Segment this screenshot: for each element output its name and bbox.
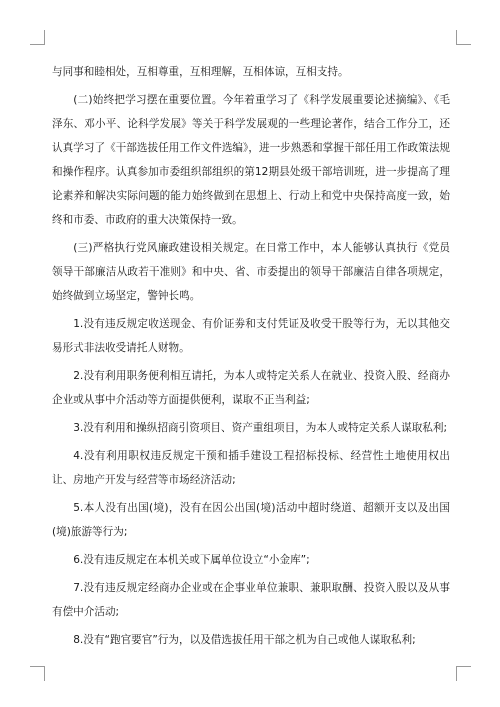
paragraph-section-3: (三)严格执行党风廉政建设相关规定。在日常工作中，本人能够认真执行《党员领导干部廉洁从政若干准则》和中央、省、市委提出的领导干部廉洁自律各项规定，始终做到立场坚定，警钟长鸣。 (52, 242, 450, 302)
crop-mark-top-left (30, 30, 45, 45)
paragraph-item-8: 8.没有“跑官要官”行为，以及借选拔任用干部之机为自己或他人谋取私利; (73, 634, 416, 646)
paragraph-section-2: (二)始终把学习摆在重要位置。今年着重学习了《科学发展重要论述摘编》、《毛泽东、邓小平、论科学发展》等关于科学发展观的一些理论著作，结合工作分工，还认真学习了《干部选拔任用工作文件选编》，进一步熟悉和掌握干部任用工作政策法规和操作程序。认真参加市委组织部组织的第12期县处级干部培训班，进一步提高了理论素养和解决实际问题的能力始终做到在思想上、行动上和党中央保持高度一致，始终和市委、市政府的重大决策保持一致。 (52, 94, 450, 226)
paragraph-item-1: 1.没有违反规定收送现金、有价证劵和支付凭证及收受干股等行为，无以其他交易形式非法收受请托人财物。 (52, 318, 450, 354)
paragraph-item-4: 4.没有利用职权违反规定干预和插手建设工程招标投标、经营性土地使用权出让、房地产开发与经营等市场经济活动; (52, 450, 450, 486)
paragraph-item-3: 3.没有利用和操纵招商引资项目、资产重组项目，为本人或特定关系人谋取私利; (73, 422, 448, 434)
crop-mark-bottom-left (30, 666, 45, 681)
crop-mark-top-right (456, 30, 471, 45)
paragraph-item-5: 5.本人没有出国(境)，没有在因公出国(境)活动中超时绕道、超额开支以及出国(境)旅游等行为; (52, 502, 450, 538)
paragraph-item-7: 7.没有违反规定经商办企业或在企事业单位兼职、兼职取酬、投资入股以及从事有偿中介活动; (52, 582, 450, 618)
paragraph-continuation: 与同事和睦相处，互相尊重，互相理解，互相体谅，互相支持。 (52, 66, 349, 78)
crop-mark-bottom-right (456, 666, 471, 681)
document-body (52, 60, 450, 656)
paragraph-item-2: 2.没有利用职务便利相互请托，为本人或特定关系人在就业、投资入股、经商办企业或从事中介活动等方面提供便利，谋取不正当利益; (52, 370, 450, 406)
paragraph-item-6: 6.没有违反规定在本机关或下属单位设立“小金库”; (73, 554, 310, 566)
